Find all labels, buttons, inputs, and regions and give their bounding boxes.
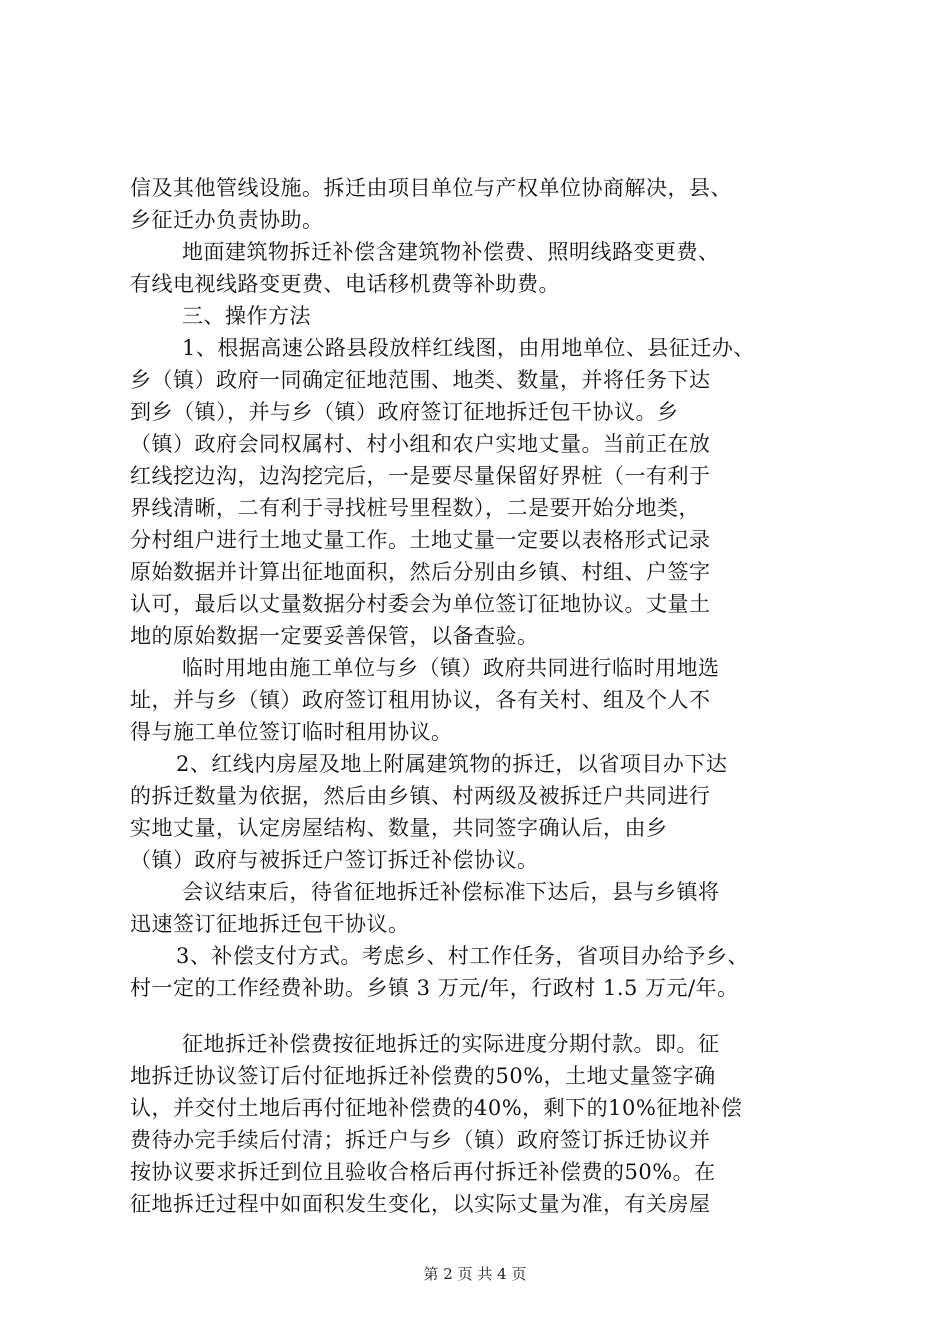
text-line: 分村组户进行土地丈量工作。土地丈量一定要以表格形式记录	[130, 528, 711, 552]
text-line: 按协议要求拆迁到位且验收合格后再付拆迁补偿费的50%。在	[130, 1160, 716, 1184]
text-line: 地的原始数据一定要妥善保管，以备查验。	[130, 624, 539, 648]
text-line: 村一定的工作经费补助。乡镇 3 万元/年，行政村 1.5 万元/年。	[130, 976, 739, 1000]
text-line: 临时用地由施工单位与乡（镇）政府共同进行临时用地选	[182, 656, 720, 680]
text-line: 3、补偿支付方式。考虑乡、村工作任务，省项目办给予乡、	[176, 944, 749, 968]
text-line: （镇）政府与被拆迁户签订拆迁补偿协议。	[130, 848, 539, 872]
text-line: 地面建筑物拆迁补偿含建筑物补偿费、照明线路变更费、	[182, 240, 720, 264]
page-footer: 第 2 页 共 4 页	[423, 1265, 527, 1283]
text-line: 信及其他管线设施。拆迁由项目单位与产权单位协商解决，县、	[130, 176, 732, 200]
text-line: 地拆迁协议签订后付征地拆迁补偿费的50%，土地丈量签字确	[130, 1064, 716, 1088]
text-line: 原始数据并计算出征地面积，然后分别由乡镇、村组、户签字	[130, 560, 711, 584]
text-line: 界线清晰，二有利于寻找桩号里程数），二是要开始分地类，	[130, 496, 700, 520]
text-line: 红线挖边沟，边沟挖完后，一是要尽量保留好界桩（一有利于	[130, 464, 711, 488]
text-line: 乡（镇）政府一同确定征地范围、地类、数量，并将任务下达	[130, 368, 711, 392]
text-line: 实地丈量，认定房屋结构、数量，共同签字确认后，由乡	[130, 816, 668, 840]
text-line: 址，并与乡（镇）政府签订租用协议，各有关村、组及个人不	[130, 688, 711, 712]
text-line: 得与施工单位签订临时租用协议。	[130, 720, 453, 744]
text-line: 认可，最后以丈量数据分村委会为单位签订征地协议。丈量土	[130, 592, 711, 616]
text-line: 乡征迁办负责协助。	[130, 208, 324, 232]
text-line: 费待办完手续后付清；拆迁户与乡（镇）政府签订拆迁协议并	[130, 1128, 711, 1152]
text-line: 有线电视线路变更费、电话移机费等补助费。	[130, 272, 560, 296]
document-body	[130, 172, 852, 1220]
section-heading: 三、操作方法	[182, 304, 311, 328]
text-line: 迅速签订征地拆迁包干协议。	[130, 912, 410, 936]
text-line: 征地拆迁过程中如面积发生变化，以实际丈量为准，有关房屋	[130, 1192, 711, 1216]
text-line: 到乡（镇），并与乡（镇）政府签订征地拆迁包干协议。乡	[130, 400, 679, 424]
text-line: 1、根据高速公路县段放样红线图，由用地单位、县征迁办、	[182, 336, 755, 360]
text-line: 会议结束后，待省征地拆迁补偿标准下达后，县与乡镇将	[182, 880, 720, 904]
text-line: （镇）政府会同权属村、村小组和农户实地丈量。当前正在放	[130, 432, 711, 456]
text-line: 的拆迁数量为依据，然后由乡镇、村两级及被拆迁户共同进行	[130, 784, 711, 808]
text-line: 2、红线内房屋及地上附属建筑物的拆迁，以省项目办下达	[176, 752, 728, 776]
text-line: 认，并交付土地后再付征地补偿费的40%，剩下的10%征地补偿	[130, 1096, 743, 1120]
text-line: 征地拆迁补偿费按征地拆迁的实际进度分期付款。即。征	[182, 1032, 720, 1056]
